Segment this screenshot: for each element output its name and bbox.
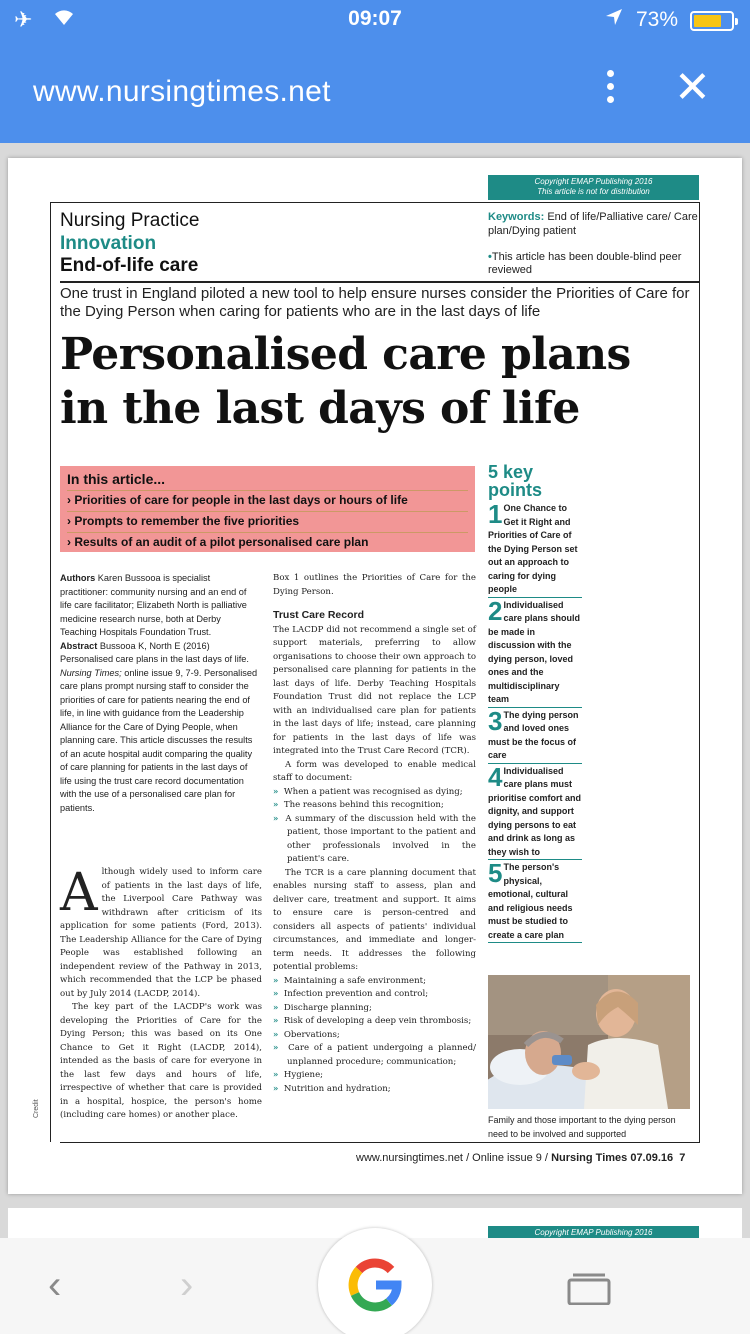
authors-text: Karen Bussooa is specialist practitioner: community nursing and an end of life care facilitator; Elizabeth North is palliative medicine research nurse, both at Derby Teaching Hospitals Foundation Trust. [60, 573, 247, 637]
copyright-band [488, 175, 699, 200]
copyright-line: Copyright EMAP Publishing 2016 [534, 1228, 653, 1237]
list-text: Infection prevention and control; [283, 989, 429, 999]
list-text: Obervations; [283, 1029, 340, 1040]
list-text: A summary of the discussion held with the patient, those important to the patient and other professionals involved in the patient's care. [285, 813, 476, 864]
key-points-list [488, 499, 582, 944]
key-point [488, 499, 582, 598]
copyright-line: Copyright EMAP Publishing 2016 [534, 177, 653, 186]
tabs-icon[interactable] [567, 1271, 611, 1305]
key-points-title-line: 5 key [488, 462, 534, 482]
bullet-icon: » [273, 800, 279, 810]
key-point-text: Individualised care plans must prioritise comfort and dignity, and support dying persons to eat and drink as long as they wish to [488, 765, 582, 857]
key-point-number: 4 [488, 761, 503, 792]
topic-label: End-of-life care [60, 255, 199, 276]
bullet-icon: » [273, 1016, 279, 1026]
headline-line-1: Personalised care plans [60, 329, 631, 380]
forward-icon[interactable]: › [180, 1263, 194, 1307]
body-paragraph: The key part of the LACDP's work was developing the Priorities of Care for the Dying Person; this was based on its One Chance to Get it Right (LACDP, 2014), intended as the basis of care for everyone in the last few days and hours of life, irrespective of whether that care is provided in a hospital, hospice, the person's home (including care homes) or another place. [60, 1002, 262, 1120]
bullet-icon: » [273, 813, 279, 824]
standfirst: One trust in England piloted a new tool to help ensure nurses consider the Priorities of Care for the Dying Person when caring for patients who are in the last days of life [60, 285, 690, 320]
bullet-icon: » [273, 1002, 279, 1013]
key-point-number: 3 [488, 705, 503, 736]
keywords [488, 210, 698, 238]
bullet-icon: » [273, 975, 279, 986]
header-rule [60, 281, 700, 283]
body-paragraph: lthough widely used to inform care of patients in the last days of life, the Liverpool Care Pathway was withdrawn after criticism of its application for some patients (Ford, 2013). The Leadership Alliance for the Care of Dying People was established following an independent review of the Pathway in 2013, which recommended that the LCP be phased out by July 2014 (LACDP, 2014). [60, 867, 262, 999]
abstract-body: Personalised care plans prompt nursing staff to consider the priorities of care for patients nearing the end of life, in line with guidance from the Leadership Alliance for the Care of Dying People, when planning care. This article discusses the results of an acute hospital audit comparing the quality of care planning for patients in the last days of life using the trust care record documentation with the use of a personalised care plan for patients. [60, 667, 258, 813]
body-paragraph: The TCR is a care planning document that enables nursing staff to assess, plan and deliver care, treatment and support. It aims to ensure care is person-centred and considers all aspects of patients' individual circumstances, and immediate and longer-term needs. It addresses the following potential problems: [273, 867, 476, 972]
section-label: Nursing Practice [60, 210, 200, 231]
list-item [273, 1042, 476, 1069]
abstract-label: Abstract [60, 640, 98, 651]
body-paragraph: The LACDP did not recommend a single set of support materials, preferring to allow organisations to choose their own approach to personalised care planning for patients in the last days of life. Derby Teaching Hospitals Foundation Trust did not replace the LCP with an individualised care plan for patients in the last days of life; instead, care planning for patients in the last days of life was integrated into the Trust Care Record (TCR). [273, 624, 476, 756]
close-icon[interactable]: ✕ [674, 63, 711, 112]
subsection-label: Innovation [60, 233, 157, 254]
keywords-text: End of life/Palliative care/ Care plan/Dying patient [488, 211, 698, 237]
list-text: When a patient was recognised as dying; [283, 786, 463, 797]
footer-magazine: Nursing Times 07.09.16 [551, 1152, 674, 1164]
in-this-article-title: In this article... [67, 471, 166, 487]
airplane-icon: ✈ [14, 7, 33, 32]
in-this-article-item: › Results of an audit of a pilot personalised care plan [67, 532, 468, 553]
list-item [273, 1015, 476, 1029]
footer-page-number: 7 [679, 1152, 686, 1164]
in-this-article-item: › Prompts to remember the five priorities [67, 511, 468, 532]
url-field[interactable]: www.nursingtimes.net [33, 75, 331, 108]
footer-rule [60, 1142, 700, 1143]
list-item [273, 988, 476, 1002]
page-footer [356, 1152, 685, 1164]
key-points-title-line: points [488, 480, 542, 500]
footer-site: www.nursingtimes.net [356, 1152, 463, 1164]
list-item [273, 1029, 476, 1043]
list-text: The reasons behind this recognition; [283, 800, 444, 810]
body-column-2 [273, 572, 476, 1096]
key-point-number: 1 [488, 499, 503, 529]
authors [60, 572, 260, 640]
bullet-dot-icon: • [488, 251, 492, 263]
list-item [273, 813, 476, 867]
authors-label: Authors [60, 573, 96, 583]
status-bar [0, 0, 750, 40]
section-heading: Trust Care Record [273, 609, 365, 621]
key-point [488, 858, 582, 943]
google-search-icon[interactable] [318, 1228, 432, 1334]
location-arrow-icon [604, 7, 624, 33]
item-text: Priorities of care for people in the last days or hours of life [74, 493, 408, 507]
key-point-text: The person's physical, emotional, cultural and religious needs must be studied to create a care plan [488, 862, 573, 940]
key-point-number: 5 [488, 858, 503, 888]
list-item [273, 799, 476, 813]
body-paragraph: A form was developed to enable medical staff to document: [273, 759, 476, 783]
key-point [488, 705, 582, 764]
photo-caption: Family and those important to the dying person need to be involved and supported [488, 1115, 676, 1139]
list-item [273, 1083, 476, 1097]
photo-credit: Credit [33, 1099, 40, 1118]
battery-icon [690, 11, 734, 31]
key-point-text: One Chance to Get it Right and Priorities of Care of the Dying Person set out an approach to caring for dying people [488, 503, 578, 594]
key-point [488, 595, 582, 708]
abstract-issue: online issue 9, 7-9. [124, 667, 202, 678]
distribution-line: This article is not for distribution [537, 187, 650, 196]
drop-cap: A [60, 863, 98, 923]
in-this-article-box [60, 466, 475, 552]
keywords-label: Keywords: [488, 211, 545, 223]
copyright-band [488, 1226, 699, 1238]
footer-issue: / Online issue 9 / [466, 1152, 548, 1164]
peer-review-note [488, 251, 698, 277]
list-text: Risk of developing a deep vein thrombosis; [283, 1016, 472, 1026]
key-point-number: 2 [488, 595, 503, 626]
frame-top-rule [50, 202, 700, 203]
list-item [273, 1002, 476, 1016]
bullet-icon: » [273, 1043, 279, 1053]
status-time: 09:07 [348, 7, 402, 30]
key-point-text: The dying person and loved ones must be the focus of care [488, 709, 579, 760]
bullet-icon: » [273, 989, 279, 999]
list-item [273, 975, 476, 989]
bullet-icon: » [273, 786, 279, 797]
box-reference: Box 1 outlines the Priorities of Care for the Dying Person. [273, 573, 476, 597]
abstract [60, 640, 260, 816]
headline [60, 328, 700, 436]
list-text: Hygiene; [283, 1070, 324, 1080]
item-text: Results of an audit of a pilot personalised care plan [74, 535, 369, 549]
key-point [488, 761, 582, 861]
authors-abstract [60, 572, 260, 815]
key-point-text: Individualised care plans should be made in discussion with the dying person, loved ones and the multidisciplinary team [488, 599, 580, 704]
back-icon[interactable]: ‹ [48, 1263, 62, 1307]
article-photo [488, 975, 690, 1109]
bullet-icon: » [273, 1029, 279, 1040]
list-item [273, 1069, 476, 1083]
in-this-article-item: › Priorities of care for people in the last days or hours of life [67, 490, 468, 511]
browser-bottom-bar [0, 1238, 750, 1334]
abstract-citation: Bussooa K, North E (2016) Personalised care plans in the last days of life. [60, 640, 249, 664]
battery-percent: 73% [636, 8, 679, 31]
browser-top-bar [0, 0, 750, 143]
body-column-1 [60, 863, 262, 1123]
peer-review-text: This article has been double-blind peer reviewed [488, 251, 682, 276]
bullet-icon: » [273, 1083, 279, 1094]
key-points-title [488, 463, 542, 499]
list-item [273, 786, 476, 800]
list-text: Care of a patient undergoing a planned/ unplanned procedure; communication; [287, 1043, 477, 1067]
bullet-icon: » [273, 1070, 279, 1080]
abstract-journal: Nursing Times; [60, 667, 122, 678]
list-text: Nutrition and hydration; [283, 1083, 391, 1094]
more-vertical-icon[interactable] [600, 70, 620, 108]
list-text: Discharge planning; [283, 1002, 372, 1013]
frame-left-rule [50, 202, 51, 1142]
item-text: Prompts to remember the five priorities [74, 514, 300, 528]
headline-line-2: in the last days of life [60, 383, 580, 434]
list-text: Maintaining a safe environment; [283, 975, 426, 986]
